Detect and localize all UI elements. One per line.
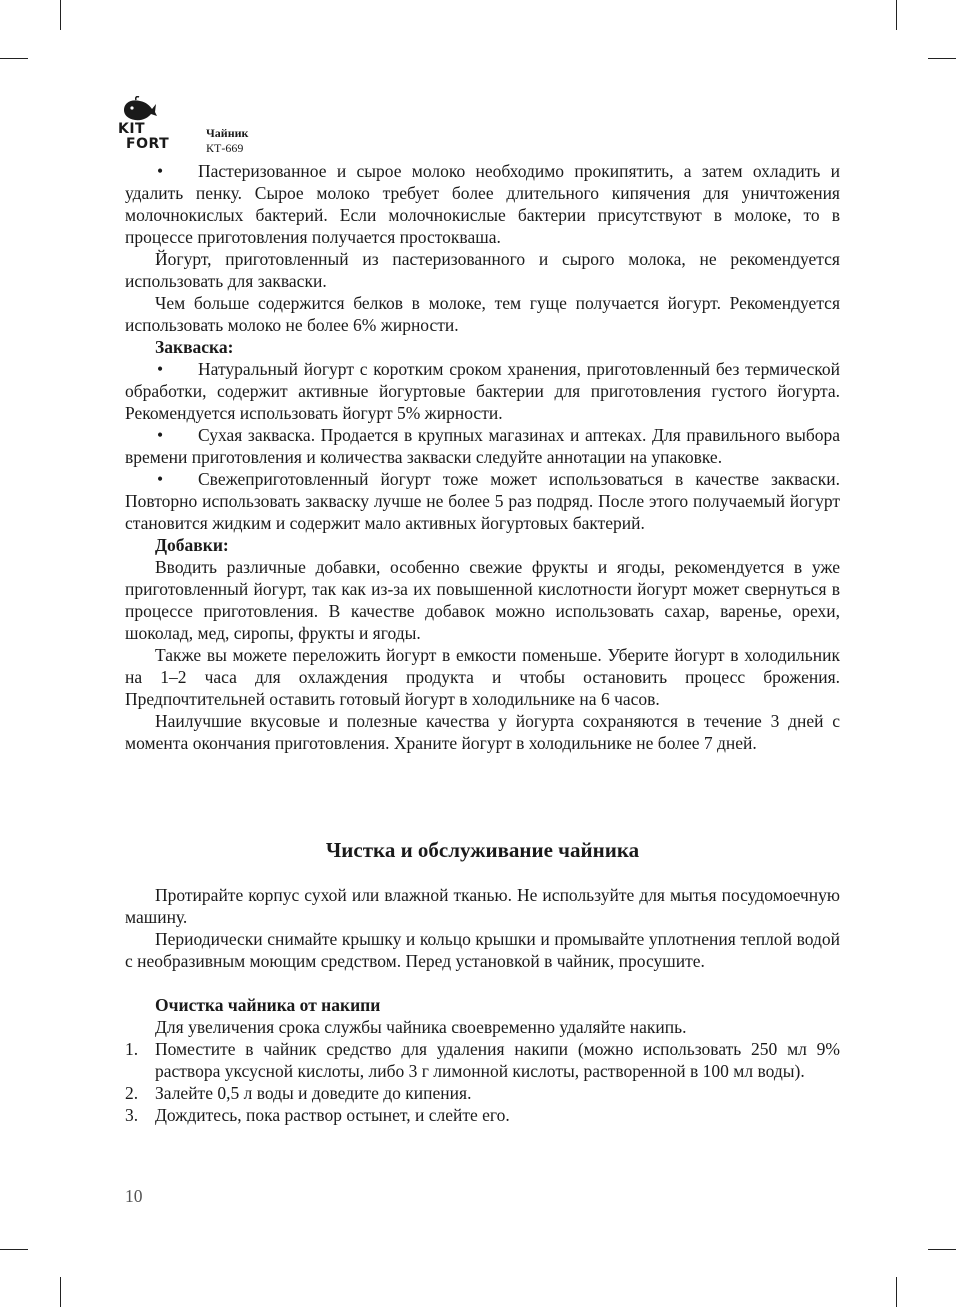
crop-mark-bottom-left <box>60 1277 61 1307</box>
bullet-pasteurized-milk <box>125 160 840 248</box>
bullet-text: Сухая закваска. Продается в крупных магазинах и аптеках. Для правильного выбора времени приготовления и количества закваски следуйте аннотации на упаковке. <box>125 425 840 467</box>
starter-item <box>125 468 840 534</box>
descale-intro: Для увеличения срока службы чайника своевременно удаляйте накипь. <box>155 1017 687 1037</box>
step-number: 3. <box>125 1105 139 1125</box>
crop-mark-top-left <box>60 0 61 30</box>
starter-item <box>125 424 840 468</box>
paragraph: Чем больше содержится белков в молоке, тем гуще получается йогурт. Рекомендуется использовать молоко не более 6% жирности. <box>125 293 840 335</box>
crop-mark-right-bottom <box>928 1249 956 1250</box>
page-number: 10 <box>125 1186 143 1206</box>
bullet-marker: • <box>157 469 164 489</box>
whale-logo-icon <box>122 96 158 122</box>
paragraph: Периодически снимайте крышку и кольцо крышки и промывайте уплотнения теплой водой с необразивным моющим средством. Перед установкой в чайник, просушите. <box>125 929 840 971</box>
brand-line-2: FORT <box>126 136 170 152</box>
step-text: Залейте 0,5 л воды и доведите до кипения. <box>155 1083 472 1103</box>
product-name: Чайник <box>206 126 249 140</box>
brand-logo <box>118 122 169 152</box>
additives-heading: Добавки: <box>155 535 229 555</box>
paragraph: Йогурт, приготовленный из пастеризованного и сырого молока, не рекомендуется использовать для закваски. <box>125 249 840 291</box>
crop-mark-left-top <box>0 58 28 59</box>
crop-mark-bottom-right <box>896 1277 897 1307</box>
step-number: 2. <box>125 1083 139 1103</box>
descale-steps <box>125 1038 840 1126</box>
model-number: КТ-669 <box>206 141 244 155</box>
paragraph: Вводить различные добавки, особенно свежие фрукты и ягоды, рекомендуется в уже приготовленный йогурт, так как из-за их повышенной кислотности йогурт может свернуться в процессе приготовления. В качестве добавок можно использовать сахар, варенье, орехи, шоколад, мед, сиропы, фрукты и ягоды. <box>125 557 840 643</box>
starter-item <box>125 358 840 424</box>
main-content <box>125 160 840 754</box>
step-text: Дождитесь, пока раствор остынет, и слейте его. <box>155 1105 510 1125</box>
page-header <box>118 96 418 156</box>
bullet-text: Свежеприготовленный йогурт тоже может использоваться в качестве закваски. Повторно использовать закваску лучше не более 5 раз подряд. После этого получаемый йогурт становится жидким и содержит мало активных йогуртовых бактерий. <box>125 469 840 533</box>
section-title: Чистка и обслуживание чайника <box>325 838 640 862</box>
list-item <box>125 1082 840 1104</box>
crop-mark-left-bottom <box>0 1249 28 1250</box>
descale-heading: Очистка чайника от накипи <box>155 995 381 1015</box>
crop-mark-right-top <box>928 58 956 59</box>
bullet-marker: • <box>157 359 164 379</box>
list-item <box>125 1104 840 1126</box>
model-info <box>206 126 248 156</box>
step-text: Поместите в чайник средство для удаления накипи (можно использовать 250 мл 9% раствора уксусной кислоты, либо 3 г лимонной кислоты, растворенной в 100 мл воды). <box>155 1039 840 1081</box>
bullet-marker: • <box>157 425 164 445</box>
step-number: 1. <box>125 1039 139 1059</box>
crop-mark-top-right <box>896 0 897 30</box>
list-item <box>125 1038 840 1082</box>
paragraph: Также вы можете переложить йогурт в емкости поменьше. Уберите йогурт в холодильник на 1–2 часа для охлаждения продукта и чтобы остановить процесс брожения. Предпочтительней оставить готовый йогурт в холодильнике на 6 часов. <box>125 645 840 709</box>
bullet-marker: • <box>157 161 164 181</box>
paragraph: Наилучшие вкусовые и полезные качества у йогурта сохраняются в течение 3 дней с момента окончания приготовления. Храните йогурт в холодильнике не более 7 дней. <box>125 711 840 753</box>
cleaning-section <box>125 884 840 1126</box>
paragraph: Протирайте корпус сухой или влажной тканью. Не используйте для мытья посудомоечную машину. <box>125 885 840 927</box>
starter-heading: Закваска: <box>155 337 234 357</box>
bullet-text: Натуральный йогурт с коротким сроком хранения, приготовленный без термической обработки, содержит активные йогуртовые бактерии для приготовления густого йогурта. Рекомендуется использовать йогурт 5% жирности. <box>125 359 840 423</box>
bullet-text: Пастеризованное и сырое молоко необходимо прокипятить, а затем охладить и удалить пенку. Сырое молоко требует более длительного кипячения для уничтожения молочнокислых бактерий. Если молочнокислые бактерии присутствуют в молоке, то в процессе приготовления получается простокваша. <box>125 161 840 247</box>
brand-line-1: KIT <box>118 121 146 137</box>
